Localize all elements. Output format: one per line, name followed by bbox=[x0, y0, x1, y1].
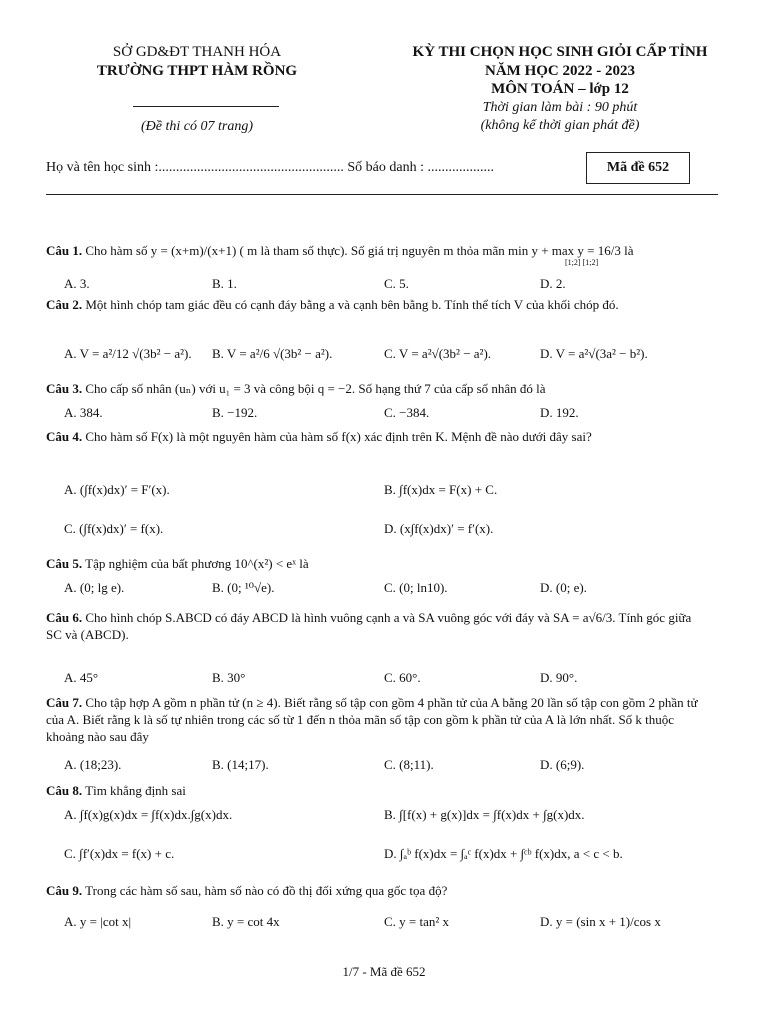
question-text: Trong các hàm số sau, hàm số nào có đồ thị đối xứng qua gốc tọa độ? bbox=[85, 883, 448, 898]
dept-name: SỞ GD&ĐT THANH HÓA bbox=[112, 44, 282, 60]
page-footer: 1/7 - Mã đề 652 bbox=[342, 964, 426, 979]
exam-title: KỲ THI CHỌN HỌC SINH GIỎI CẤP TỈNH bbox=[412, 44, 708, 60]
question-label: Câu 7. bbox=[46, 695, 83, 710]
q1-option-c[interactable]: C. 5. bbox=[384, 276, 409, 291]
question-text: Cho hình chóp S.ABCD có đáy ABCD là hình vuông cạnh a và SA vuông góc với đáy và SA = a√6/3. Tính góc giữa SC và (ABCD). bbox=[46, 610, 692, 642]
q3-option-c[interactable]: C. −384. bbox=[384, 405, 430, 420]
question-text: Cho hàm số y = (x+m)/(x+1) ( m là tham số thực). Số giá trị nguyên m thỏa mãn min y + max y = 16/3 là bbox=[85, 243, 634, 258]
question-label: Câu 3. bbox=[46, 381, 83, 396]
question-4 bbox=[46, 428, 706, 445]
q4-option-b[interactable]: B. ∫f(x)dx = F(x) + C. bbox=[384, 482, 498, 497]
q6-option-c[interactable]: C. 60°. bbox=[384, 670, 421, 685]
question-5 bbox=[46, 555, 706, 572]
question-label: Câu 6. bbox=[46, 610, 83, 625]
q4-option-a[interactable]: A. (∫f(x)dx)′ = F′(x). bbox=[64, 482, 170, 497]
question-text: Tìm khẳng định sai bbox=[85, 783, 186, 798]
q4-option-c[interactable]: C. (∫f(x)dx)′ = f(x). bbox=[64, 521, 164, 536]
q9-option-b[interactable]: B. y = cot 4x bbox=[212, 914, 280, 929]
student-info-line: Họ và tên học sinh :..................................................... Số báo danh : ................... bbox=[46, 160, 494, 175]
q9-option-a[interactable]: A. y = |cot x| bbox=[64, 914, 132, 929]
question-text: Cho cấp số nhân (uₙ) với u₁ = 3 và công bội q = −2. Số hạng thứ 7 của cấp số nhân đó là bbox=[85, 381, 546, 396]
exam-code: Mã đề 652 bbox=[606, 160, 670, 175]
exam-time: Thời gian làm bài : 90 phút bbox=[482, 100, 638, 115]
question-9 bbox=[46, 882, 706, 899]
q6-option-a[interactable]: A. 45° bbox=[64, 670, 99, 685]
question-6 bbox=[46, 609, 706, 643]
question-text: Một hình chóp tam giác đều có cạnh đáy bằng a và cạnh bên bằng b. Tính thể tích V của khối chóp đó. bbox=[85, 297, 619, 312]
question-7 bbox=[46, 694, 706, 745]
question-text: Tập nghiệm của bất phương 10^(x²) < eˣ là bbox=[85, 556, 309, 571]
q5-option-d[interactable]: D. (0; e). bbox=[540, 580, 587, 595]
q9-option-d[interactable]: D. y = (sin x + 1)/cos x bbox=[540, 914, 661, 929]
q1-option-a[interactable]: A. 3. bbox=[64, 276, 90, 291]
question-label: Câu 4. bbox=[46, 429, 83, 444]
q2-option-a[interactable]: A. V = a²/12 √(3b² − a²). bbox=[64, 346, 192, 361]
school-name: TRƯỜNG THPT HÀM RỒNG bbox=[96, 63, 298, 79]
subject: MÔN TOÁN – lớp 12 bbox=[491, 81, 629, 97]
exam-code-box bbox=[586, 152, 690, 184]
q7-option-d[interactable]: D. (6;9). bbox=[540, 757, 585, 772]
q1-option-d[interactable]: D. 2. bbox=[540, 276, 566, 291]
q3-option-d[interactable]: D. 192. bbox=[540, 405, 579, 420]
pages-note: (Đề thi có 07 trang) bbox=[141, 119, 253, 134]
question-label: Câu 2. bbox=[46, 297, 83, 312]
q8-option-b[interactable]: B. ∫[f(x) + g(x)]dx = ∫f(x)dx + ∫g(x)dx. bbox=[384, 807, 585, 822]
question-label: Câu 9. bbox=[46, 883, 83, 898]
school-year: NĂM HỌC 2022 - 2023 bbox=[485, 63, 635, 79]
q5-option-a[interactable]: A. (0; lg e). bbox=[64, 580, 125, 595]
question-text: Cho tập hợp A gồm n phần tử (n ≥ 4). Biết rằng số tập con gồm 4 phần tử của A bằng 20 lần số tập con gồm 2 phần tử của A. Biết rằng k là số tự nhiên trong các số từ 1 đến n thỏa mãn số tập con gồm k phần tử của A là lớn nhất. Số k thuộc khoảng nào sau đây bbox=[46, 695, 698, 744]
q5-option-b[interactable]: B. (0; ¹⁰√e). bbox=[212, 580, 275, 595]
q7-option-c[interactable]: C. (8;11). bbox=[384, 757, 434, 772]
q9-option-c[interactable]: C. y = tan² x bbox=[384, 914, 450, 929]
question-label: Câu 1. bbox=[46, 243, 83, 258]
question-8 bbox=[46, 782, 706, 799]
q5-option-c[interactable]: C. (0; ln10). bbox=[384, 580, 448, 595]
question-label: Câu 8. bbox=[46, 783, 83, 798]
header-bottom-rule bbox=[46, 194, 718, 195]
q2-option-d[interactable]: D. V = a²√(3a² − b²). bbox=[540, 346, 648, 361]
question-3 bbox=[46, 380, 706, 397]
q7-option-a[interactable]: A. (18;23). bbox=[64, 757, 122, 772]
q7-option-b[interactable]: B. (14;17). bbox=[212, 757, 269, 772]
q2-option-c[interactable]: C. V = a²√(3b² − a²). bbox=[384, 346, 492, 361]
question-2 bbox=[46, 296, 706, 313]
exam-time-note: (không kể thời gian phát đề) bbox=[480, 118, 640, 133]
q3-option-a[interactable]: A. 384. bbox=[64, 405, 103, 420]
question-label: Câu 5. bbox=[46, 556, 83, 571]
question-text: Cho hàm số F(x) là một nguyên hàm của hàm số f(x) xác định trên K. Mệnh đề nào dưới đây sai? bbox=[85, 429, 592, 444]
q1-subscript: [1;2] [1;2] bbox=[565, 258, 599, 267]
header-divider bbox=[133, 106, 279, 107]
q1-option-b[interactable]: B. 1. bbox=[212, 276, 237, 291]
question-1 bbox=[46, 242, 706, 259]
q6-option-d[interactable]: D. 90°. bbox=[540, 670, 578, 685]
q8-option-a[interactable]: A. ∫f(x)g(x)dx = ∫f(x)dx.∫g(x)dx. bbox=[64, 807, 233, 822]
q8-option-d[interactable]: D. ∫ₐᵇ f(x)dx = ∫ₐᶜ f(x)dx + ∫ᶜᵇ f(x)dx, a < c < b. bbox=[384, 846, 623, 861]
q8-option-c[interactable]: C. ∫f′(x)dx = f(x) + c. bbox=[64, 846, 175, 861]
q6-option-b[interactable]: B. 30° bbox=[212, 670, 246, 685]
q4-option-d[interactable]: D. (x∫f(x)dx)′ = f′(x). bbox=[384, 521, 494, 536]
q2-option-b[interactable]: B. V = a²/6 √(3b² − a²). bbox=[212, 346, 333, 361]
q3-option-b[interactable]: B. −192. bbox=[212, 405, 258, 420]
